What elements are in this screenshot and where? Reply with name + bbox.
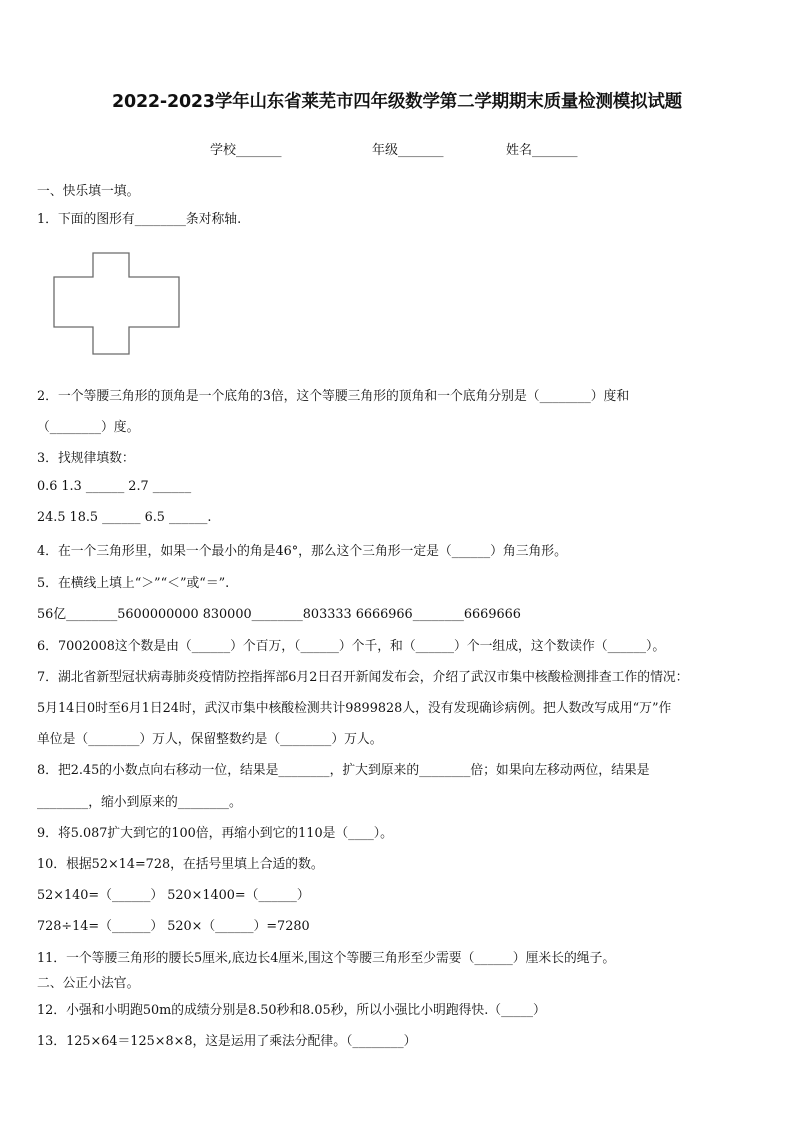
grade-field: 年级_______ bbox=[372, 143, 444, 158]
question-7: 7．湖北省新型冠状病毒肺炎疫情防控指挥部6月2日召开新闻发布会，介绍了武汉市集中核酸检测排查工作的情况： bbox=[37, 670, 689, 685]
page-title: 2022-2023学年山东省莱芜市四年级数学第二学期期末质量检测模拟试题 bbox=[112, 92, 682, 112]
school-field: 学校_______ bbox=[210, 143, 282, 158]
question-5: 5．在横线上填上“＞”“＜”或“＝”. bbox=[37, 576, 230, 591]
section-heading-1: 一、快乐填一填。 bbox=[37, 184, 140, 199]
question-7-cont-2: 单位是（________）万人，保留整数约是（________）万人。 bbox=[37, 732, 383, 747]
name-field: 姓名_______ bbox=[506, 143, 578, 158]
question-1: 1．下面的图形有________条对称轴. bbox=[37, 212, 242, 227]
question-10: 10．根据52×14=728，在括号里填上合适的数。 bbox=[37, 857, 324, 872]
question-3-seq-1: 0.6 1.3 ______ 2.7 ______ bbox=[37, 479, 192, 494]
question-2-cont: （________）度。 bbox=[37, 420, 140, 435]
question-9: 9．将5.087扩大到它的100倍，再缩小到它的110是（____）。 bbox=[37, 826, 393, 841]
question-4: 4．在一个三角形里，如果一个最小的角是46°，那么这个三角形一定是（______）角三角形。 bbox=[37, 544, 567, 559]
question-6: 6．7002008这个数是由（______）个百万，（______）个千，和（______）个一组成，这个数读作（______）。 bbox=[37, 639, 666, 654]
question-2: 2．一个等腰三角形的顶角是一个底角的3倍，这个等腰三角形的顶角和一个底角分别是（________）度和 bbox=[37, 389, 630, 404]
cross-figure bbox=[50, 250, 184, 360]
question-13: 13．125×64＝125×8×8，这是运用了乘法分配律。（________） bbox=[37, 1034, 417, 1049]
question-8: 8．把2.45的小数点向右移动一位，结果是________，扩大到原来的________倍；如果向左移动两位，结果是 bbox=[37, 763, 650, 778]
section-heading-2: 二、公正小法官。 bbox=[37, 976, 140, 991]
question-11: 11．一个等腰三角形的腰长5厘米,底边长4厘米,围这个等腰三角形至少需要（______）厘米长的绳子。 bbox=[37, 951, 616, 966]
question-5-items: 56亿________5600000000 830000________803333 6666966________6669666 bbox=[37, 607, 521, 622]
question-10-row-1: 52×140=（______） 520×1400=（______） bbox=[37, 888, 310, 903]
question-3: 3．找规律填数： bbox=[37, 451, 135, 466]
question-7-cont-1: 5月14日0时至6月1日24时，武汉市集中核酸检测共计9899828人，没有发现确诊病例。把人数改写成用“万”作 bbox=[37, 701, 672, 716]
question-10-row-2: 728÷14=（______） 520×（______）=7280 bbox=[37, 919, 310, 934]
question-8-cont: ________，缩小到原来的________。 bbox=[37, 795, 242, 810]
question-3-seq-2: 24.5 18.5 ______ 6.5 ______. bbox=[37, 510, 212, 525]
question-12: 12．小强和小明跑50m的成绩分别是8.50秒和8.05秒，所以小强比小明跑得快.（_____） bbox=[37, 1003, 546, 1018]
